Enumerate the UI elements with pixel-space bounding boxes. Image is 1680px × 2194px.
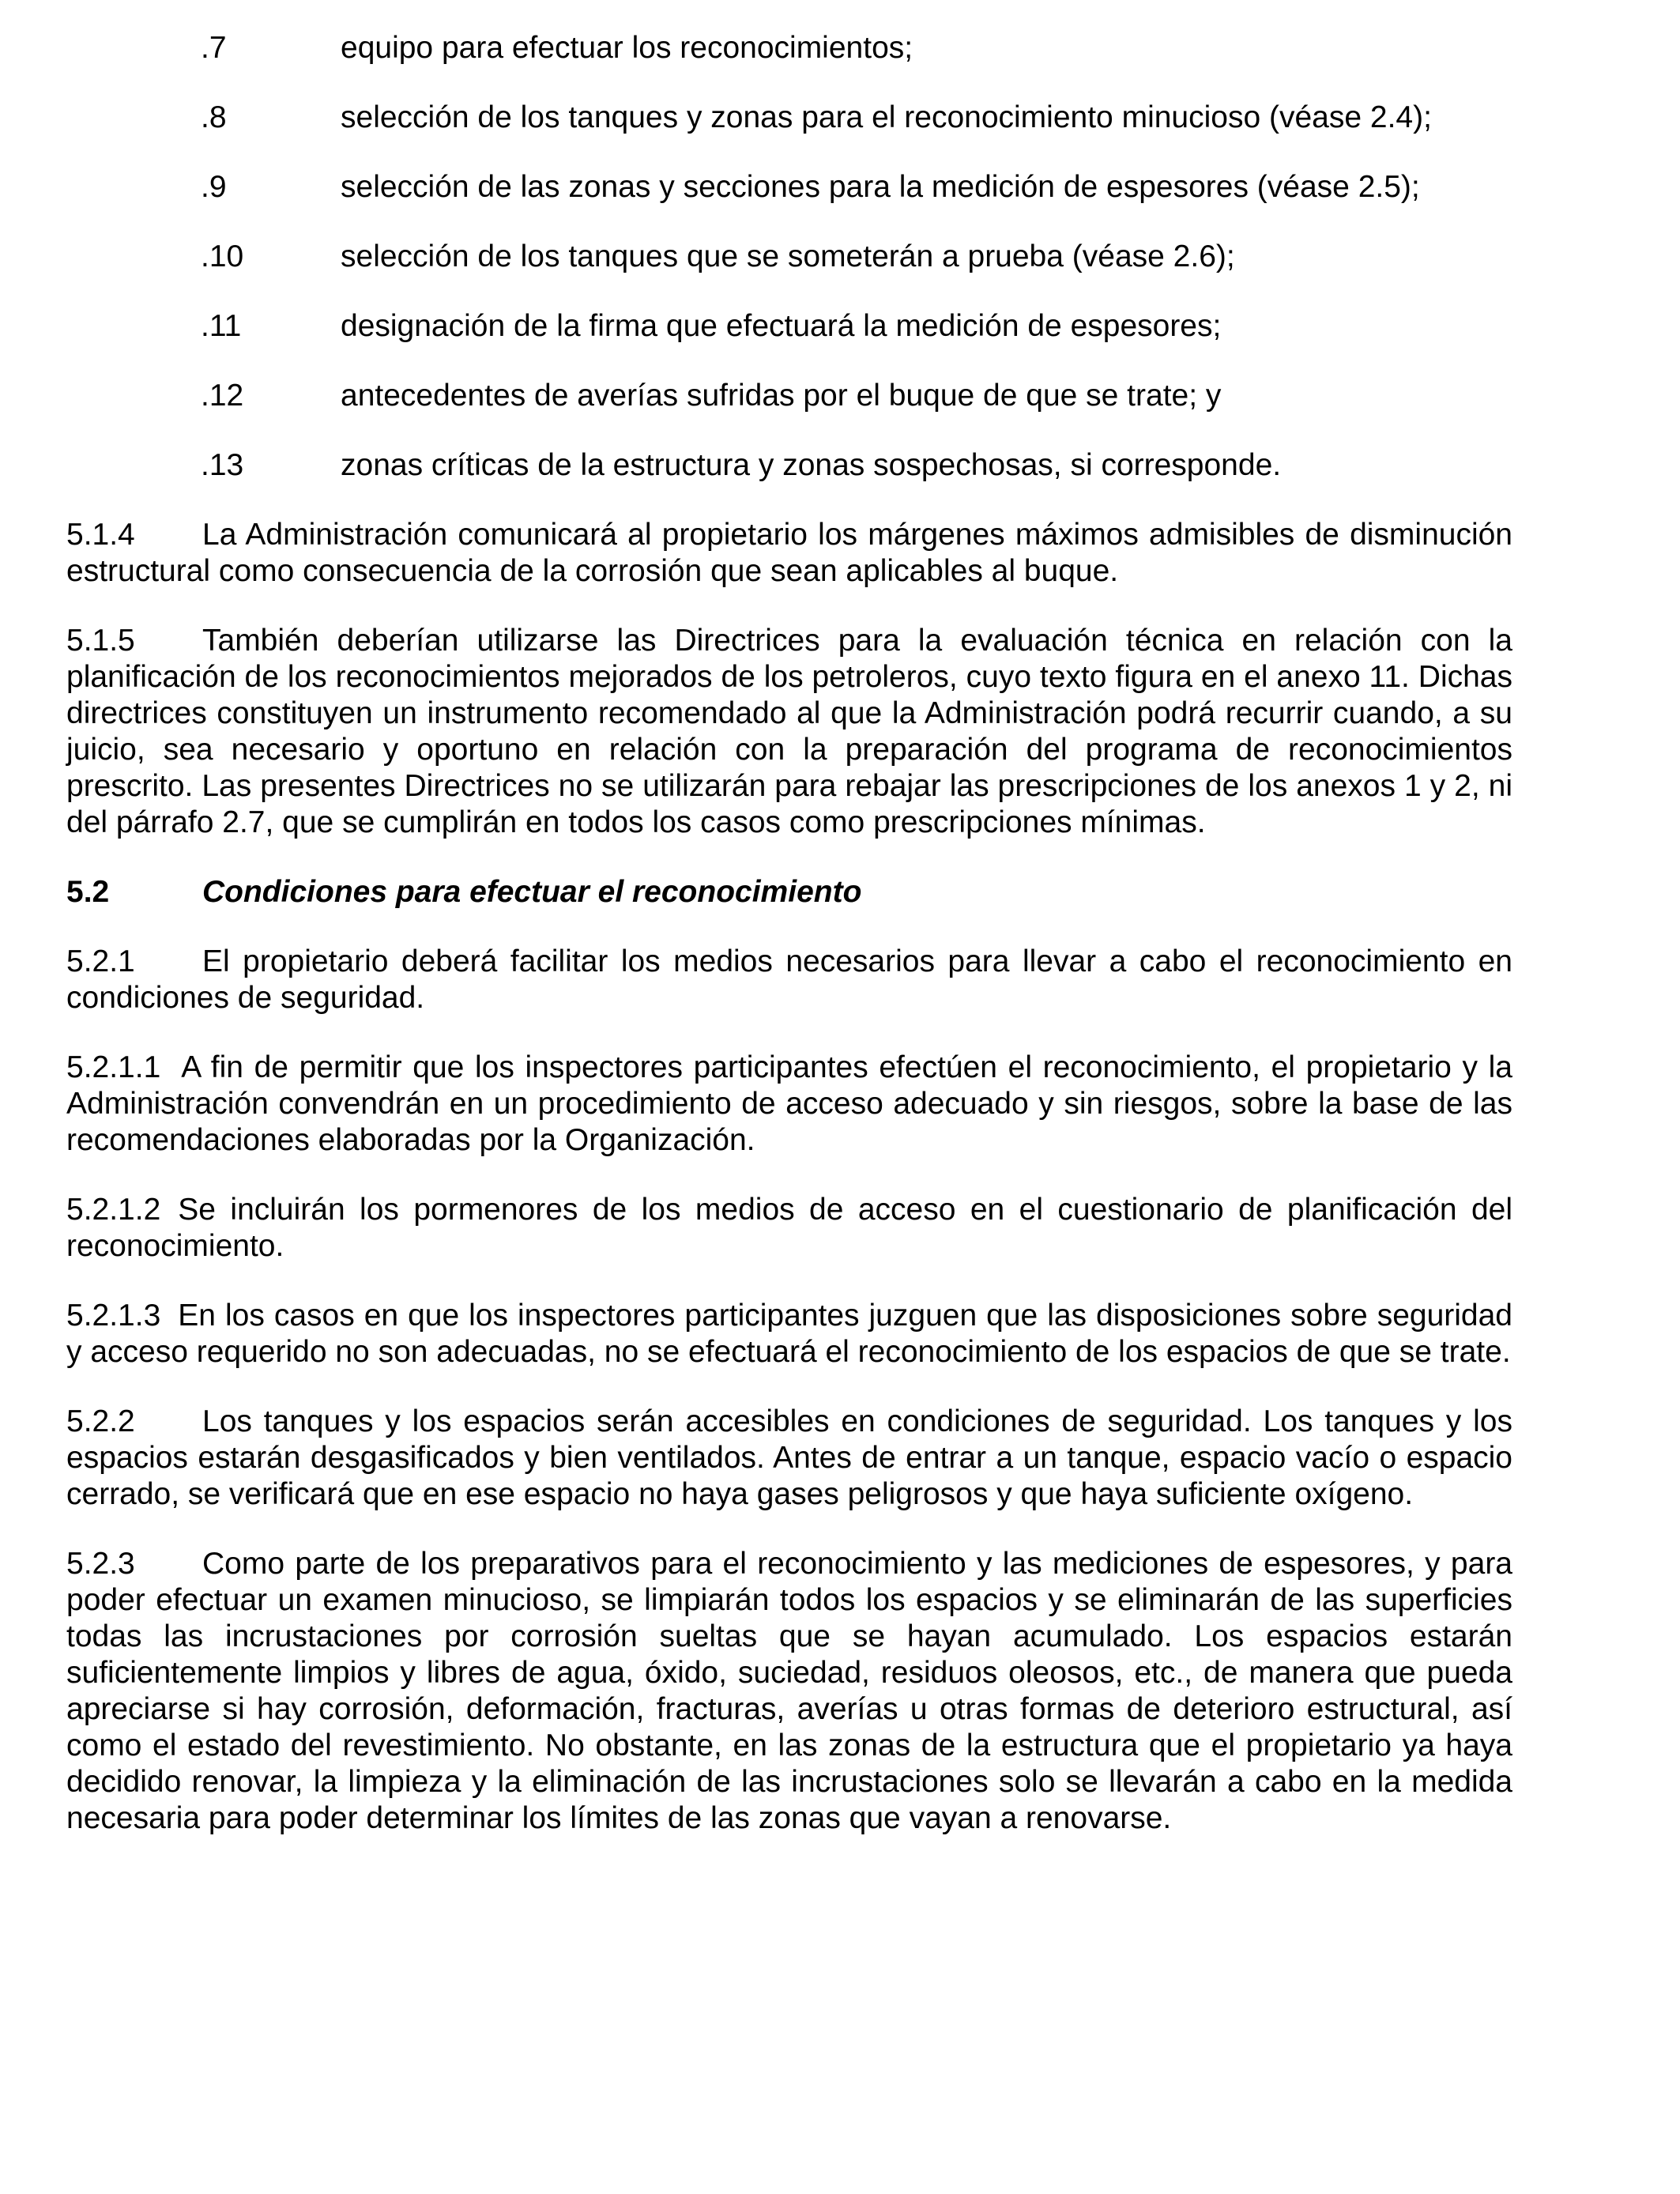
- list-item-text: designación de la firma que efectuará la medición de espesores;: [341, 309, 1222, 343]
- paragraph-text: La Administración comunicará al propietario los márgenes máximos admisibles de disminución estructural como consecuencia de la corrosión que sean aplicables al buque.: [66, 518, 1512, 588]
- paragraph-5-1-5: [66, 623, 1512, 841]
- paragraph-text: A fin de permitir que los inspectores participantes efectúen el reconocimiento, el propietario y la Administración convendrán en un procedimiento de acceso adecuado y sin riesgos, sobre la base de las recomendaciones elaboradas por la Organización.: [66, 1050, 1512, 1157]
- paragraph-5-2-1-1: [66, 1050, 1512, 1159]
- list-item-number: .13: [201, 448, 244, 482]
- paragraph-5-2-1-3: [66, 1298, 1512, 1370]
- list-item-number: .8: [201, 100, 227, 134]
- list-item: [66, 100, 1512, 136]
- list-item: [66, 447, 1512, 484]
- paragraph-5-2-1-2: [66, 1192, 1512, 1265]
- paragraph-number: 5.1.4: [66, 518, 135, 552]
- paragraph-text: Como parte de los preparativos para el reconocimiento y las mediciones de espesores, y para poder efectuar un examen minucioso, se limpiarán todos los espacios y se eliminarán de las superficies todas las incrustaciones por corrosión sueltas que se hayan acumulado. Los espacios estarán suficientemente limpios y libres de agua, óxido, suciedad, residuos oleosos, etc., de manera que pueda apreciarse si hay corrosión, deformación, fracturas, averías u otras formas de deterioro estructural, así como el estado del revestimiento. No obstante, en las zonas de la estructura que el propietario ya haya decidido renovar, la limpieza y la eliminación de las incrustaciones solo se llevarán a cabo en la medida necesaria para poder determinar los límites de las zonas que vayan a renovarse.: [66, 1547, 1512, 1835]
- list-item: [66, 239, 1512, 275]
- list-item-text: selección de los tanques y zonas para el reconocimiento minucioso (véase 2.4);: [341, 100, 1432, 134]
- section-number: 5.2: [66, 875, 110, 909]
- list-item: [66, 308, 1512, 345]
- paragraph-text: El propietario deberá facilitar los medios necesarios para llevar a cabo el reconocimiento en condiciones de seguridad.: [66, 944, 1512, 1015]
- paragraph-number: 5.2.1.2: [66, 1193, 161, 1227]
- list-item-number: .11: [201, 309, 242, 343]
- paragraph-text: Los tanques y los espacios serán accesibles en condiciones de seguridad. Los tanques y los espacios estarán desgasificados y bien ventilados. Antes de entrar a un tanque, espacio vacío o espacio cerrado, se verificará que en ese espacio no haya gases peligrosos y que haya suficiente oxígeno.: [66, 1404, 1512, 1511]
- list-item: [66, 30, 1512, 66]
- paragraph-5-2-3: [66, 1546, 1512, 1837]
- paragraph-number: 5.2.1.1: [66, 1050, 161, 1084]
- paragraph-5-2-2: [66, 1404, 1512, 1513]
- paragraph-number: 5.2.1.3: [66, 1299, 161, 1333]
- list-item-text: antecedentes de averías sufridas por el buque de que se trate; y: [341, 379, 1222, 413]
- list-item-number: .12: [201, 379, 244, 413]
- paragraph-5-2-1: [66, 944, 1512, 1016]
- paragraph-text: Se incluirán los pormenores de los medios de acceso en el cuestionario de planificación del reconocimiento.: [66, 1193, 1512, 1263]
- document-page: [66, 30, 1512, 1870]
- list-item-text: selección de las zonas y secciones para la medición de espesores (véase 2.5);: [341, 170, 1420, 204]
- list-item: [66, 378, 1512, 414]
- list-item-number: .9: [201, 170, 227, 204]
- section-title: Condiciones para efectuar el reconocimiento: [202, 875, 862, 909]
- list-item-text: zonas críticas de la estructura y zonas sospechosas, si corresponde.: [341, 448, 1282, 482]
- paragraph-number: 5.1.5: [66, 624, 135, 658]
- paragraph-number: 5.2.1: [66, 944, 135, 978]
- list-item: [66, 169, 1512, 205]
- section-heading-5-2: [66, 874, 1512, 910]
- list-item-number: .7: [201, 31, 227, 65]
- paragraph-text: También deberían utilizarse las Directrices para la evaluación técnica en relación con la planificación de los reconocimientos mejorados de los petroleros, cuyo texto figura en el anexo 11. Dichas directrices constituyen un instrumento recomendado al que la Administración podrá recurrir cuando, a su juicio, sea necesario y oportuno en relación con la preparación del programa de reconocimientos prescrito. Las presentes Directrices no se utilizarán para rebajar las prescripciones de los anexos 1 y 2, ni del párrafo 2.7, que se cumplirán en todos los casos como prescripciones mínimas.: [66, 624, 1512, 839]
- paragraph-5-1-4: [66, 517, 1512, 590]
- list-item-text: selección de los tanques que se someterán a prueba (véase 2.6);: [341, 239, 1235, 273]
- list-item-text: equipo para efectuar los reconocimientos;: [341, 31, 913, 65]
- paragraph-number: 5.2.2: [66, 1404, 135, 1438]
- list-item-number: .10: [201, 239, 244, 273]
- paragraph-text: En los casos en que los inspectores participantes juzguen que las disposiciones sobre seguridad y acceso requerido no son adecuadas, no se efectuará el reconocimiento de los espacios de que se trate.: [66, 1299, 1512, 1369]
- paragraph-number: 5.2.3: [66, 1547, 135, 1581]
